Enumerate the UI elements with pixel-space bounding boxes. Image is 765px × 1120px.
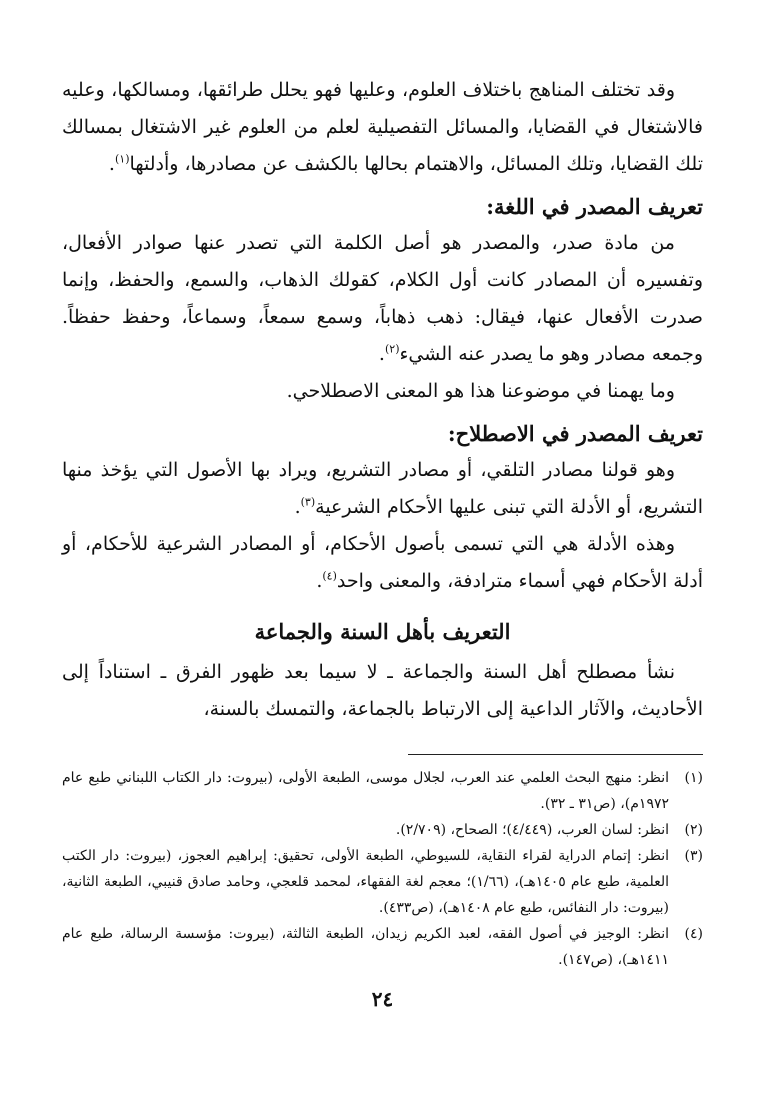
footnote-reference[interactable]: (٢) bbox=[384, 342, 400, 356]
heading-source-technical: تعريف المصدر في الاصطلاح: bbox=[447, 421, 703, 446]
paragraph-end: . bbox=[378, 343, 385, 365]
book-page bbox=[62, 72, 703, 1080]
heading-source-linguistic: تعريف المصدر في اللغة: bbox=[486, 194, 703, 219]
footnote-text: انظر: إتمام الدراية لقراء النقاية، للسيوطي، الطبعة الأولى، تحقيق: إبراهيم العجوز، (بيروت: دار الكتب العلمية، طبع عام ١٤٠٥هـ)، (١/٦٦)؛ معجم لغة الفقهاء، لمحمد قلعجي، وحامد صادق قنيبي، الطبعة الثانية، (بيروت: دار النفائس، طبع عام ١٤٠٨هـ)، (ص٤٣٣). bbox=[62, 848, 670, 916]
paragraph-our-concern: وما يهمنا في موضوعنا هذا هو المعنى الاصطلاحي. bbox=[286, 380, 675, 402]
page-number: ٢٤ bbox=[371, 987, 394, 1011]
paragraph-text: وقد تختلف المناهج باختلاف العلوم، وعليها فهو يحلل طرائقها، ومسالكها، وعليه فالاشتغال في القضايا، والمسائل التفصيلية لعلم من العلوم غير الاشتغال بمسالك تلك القضايا، وتلك المسائل، والاهتمام بحالها بالكشف عن مصادرها، وأدلتها bbox=[62, 79, 703, 175]
paragraph-evidence-names bbox=[62, 526, 703, 600]
footnote-reference[interactable]: (١) bbox=[114, 152, 130, 166]
footnote-item bbox=[62, 765, 703, 817]
paragraph-linguistic-definition bbox=[62, 225, 703, 373]
footnote-item bbox=[62, 921, 703, 973]
footnote-text: انظر: منهج البحث العلمي عند العرب، لجلال موسى، الطبعة الأولى، (بيروت: دار الكتاب اللبناني طبع عام ١٩٧٢م)، (ص٣١ ـ ٣٢). bbox=[62, 770, 669, 812]
footnote-number: (٢) bbox=[684, 822, 703, 838]
footnote-number: (٣) bbox=[684, 848, 703, 864]
paragraph-end: . bbox=[294, 496, 301, 518]
footnote-reference[interactable]: (٣) bbox=[300, 495, 316, 509]
footnotes-list bbox=[62, 765, 703, 973]
footnote-text: انظر: الوجيز في أصول الفقه، لعبد الكريم زيدان، الطبعة الثالثة، (بيروت: مؤسسة الرسالة، طبع عام ١٤١١هـ)، (ص١٤٧). bbox=[62, 926, 669, 968]
footnote-item bbox=[62, 843, 703, 921]
footnote-reference[interactable]: (٤) bbox=[322, 569, 337, 583]
paragraph-end: . bbox=[316, 570, 323, 592]
section-title-ahl-sunnah: التعريف بأهل السنة والجماعة bbox=[254, 619, 511, 644]
paragraph-text: من مادة صدر، والمصدر هو أصل الكلمة التي تصدر عنها صوادر الأفعال، وتفسيره أن المصادر كانت أول الكلام، كقولك الذهاب، والسمع، والحفظ، وإنما صدرت الأفعال عنها، فيقال: ذهب ذهاباً، وسمع سمعاً، وسماعاً، وحفظ حفظاً. وجمعه مصادر وهو ما يصدر عنه الشيء bbox=[62, 232, 703, 365]
paragraph-end: . bbox=[108, 153, 115, 175]
footnote-text: انظر: لسان العرب، (٤/٤٤٩)؛ الصحاح، (٢/٧٠٩). bbox=[395, 822, 669, 838]
footnote-divider bbox=[408, 754, 703, 755]
paragraph-text: وهذه الأدلة هي التي تسمى بأصول الأحكام، أو المصادر الشرعية للأحكام، أو أدلة الأحكام فهي أسماء مترادفة، والمعنى واحد bbox=[62, 533, 703, 592]
paragraph-term-origin: نشأ مصطلح أهل السنة والجماعة ـ لا سيما بعد ظهور الفرق ـ استناداً إلى الأحاديث، والآثار الداعية إلى الارتباط بالجماعة، والتمسك بالسنة، bbox=[62, 661, 703, 720]
paragraph-methods bbox=[62, 72, 703, 183]
paragraph-text: وهو قولنا مصادر التلقي، أو مصادر التشريع، ويراد بها الأصول التي يؤخذ منها التشريع، أو الأدلة التي تبنى عليها الأحكام الشرعية bbox=[62, 459, 703, 518]
paragraph-technical-definition bbox=[62, 452, 703, 526]
footnote-item bbox=[62, 817, 703, 843]
footnote-number: (٤) bbox=[684, 926, 703, 942]
footnote-number: (١) bbox=[684, 770, 703, 786]
